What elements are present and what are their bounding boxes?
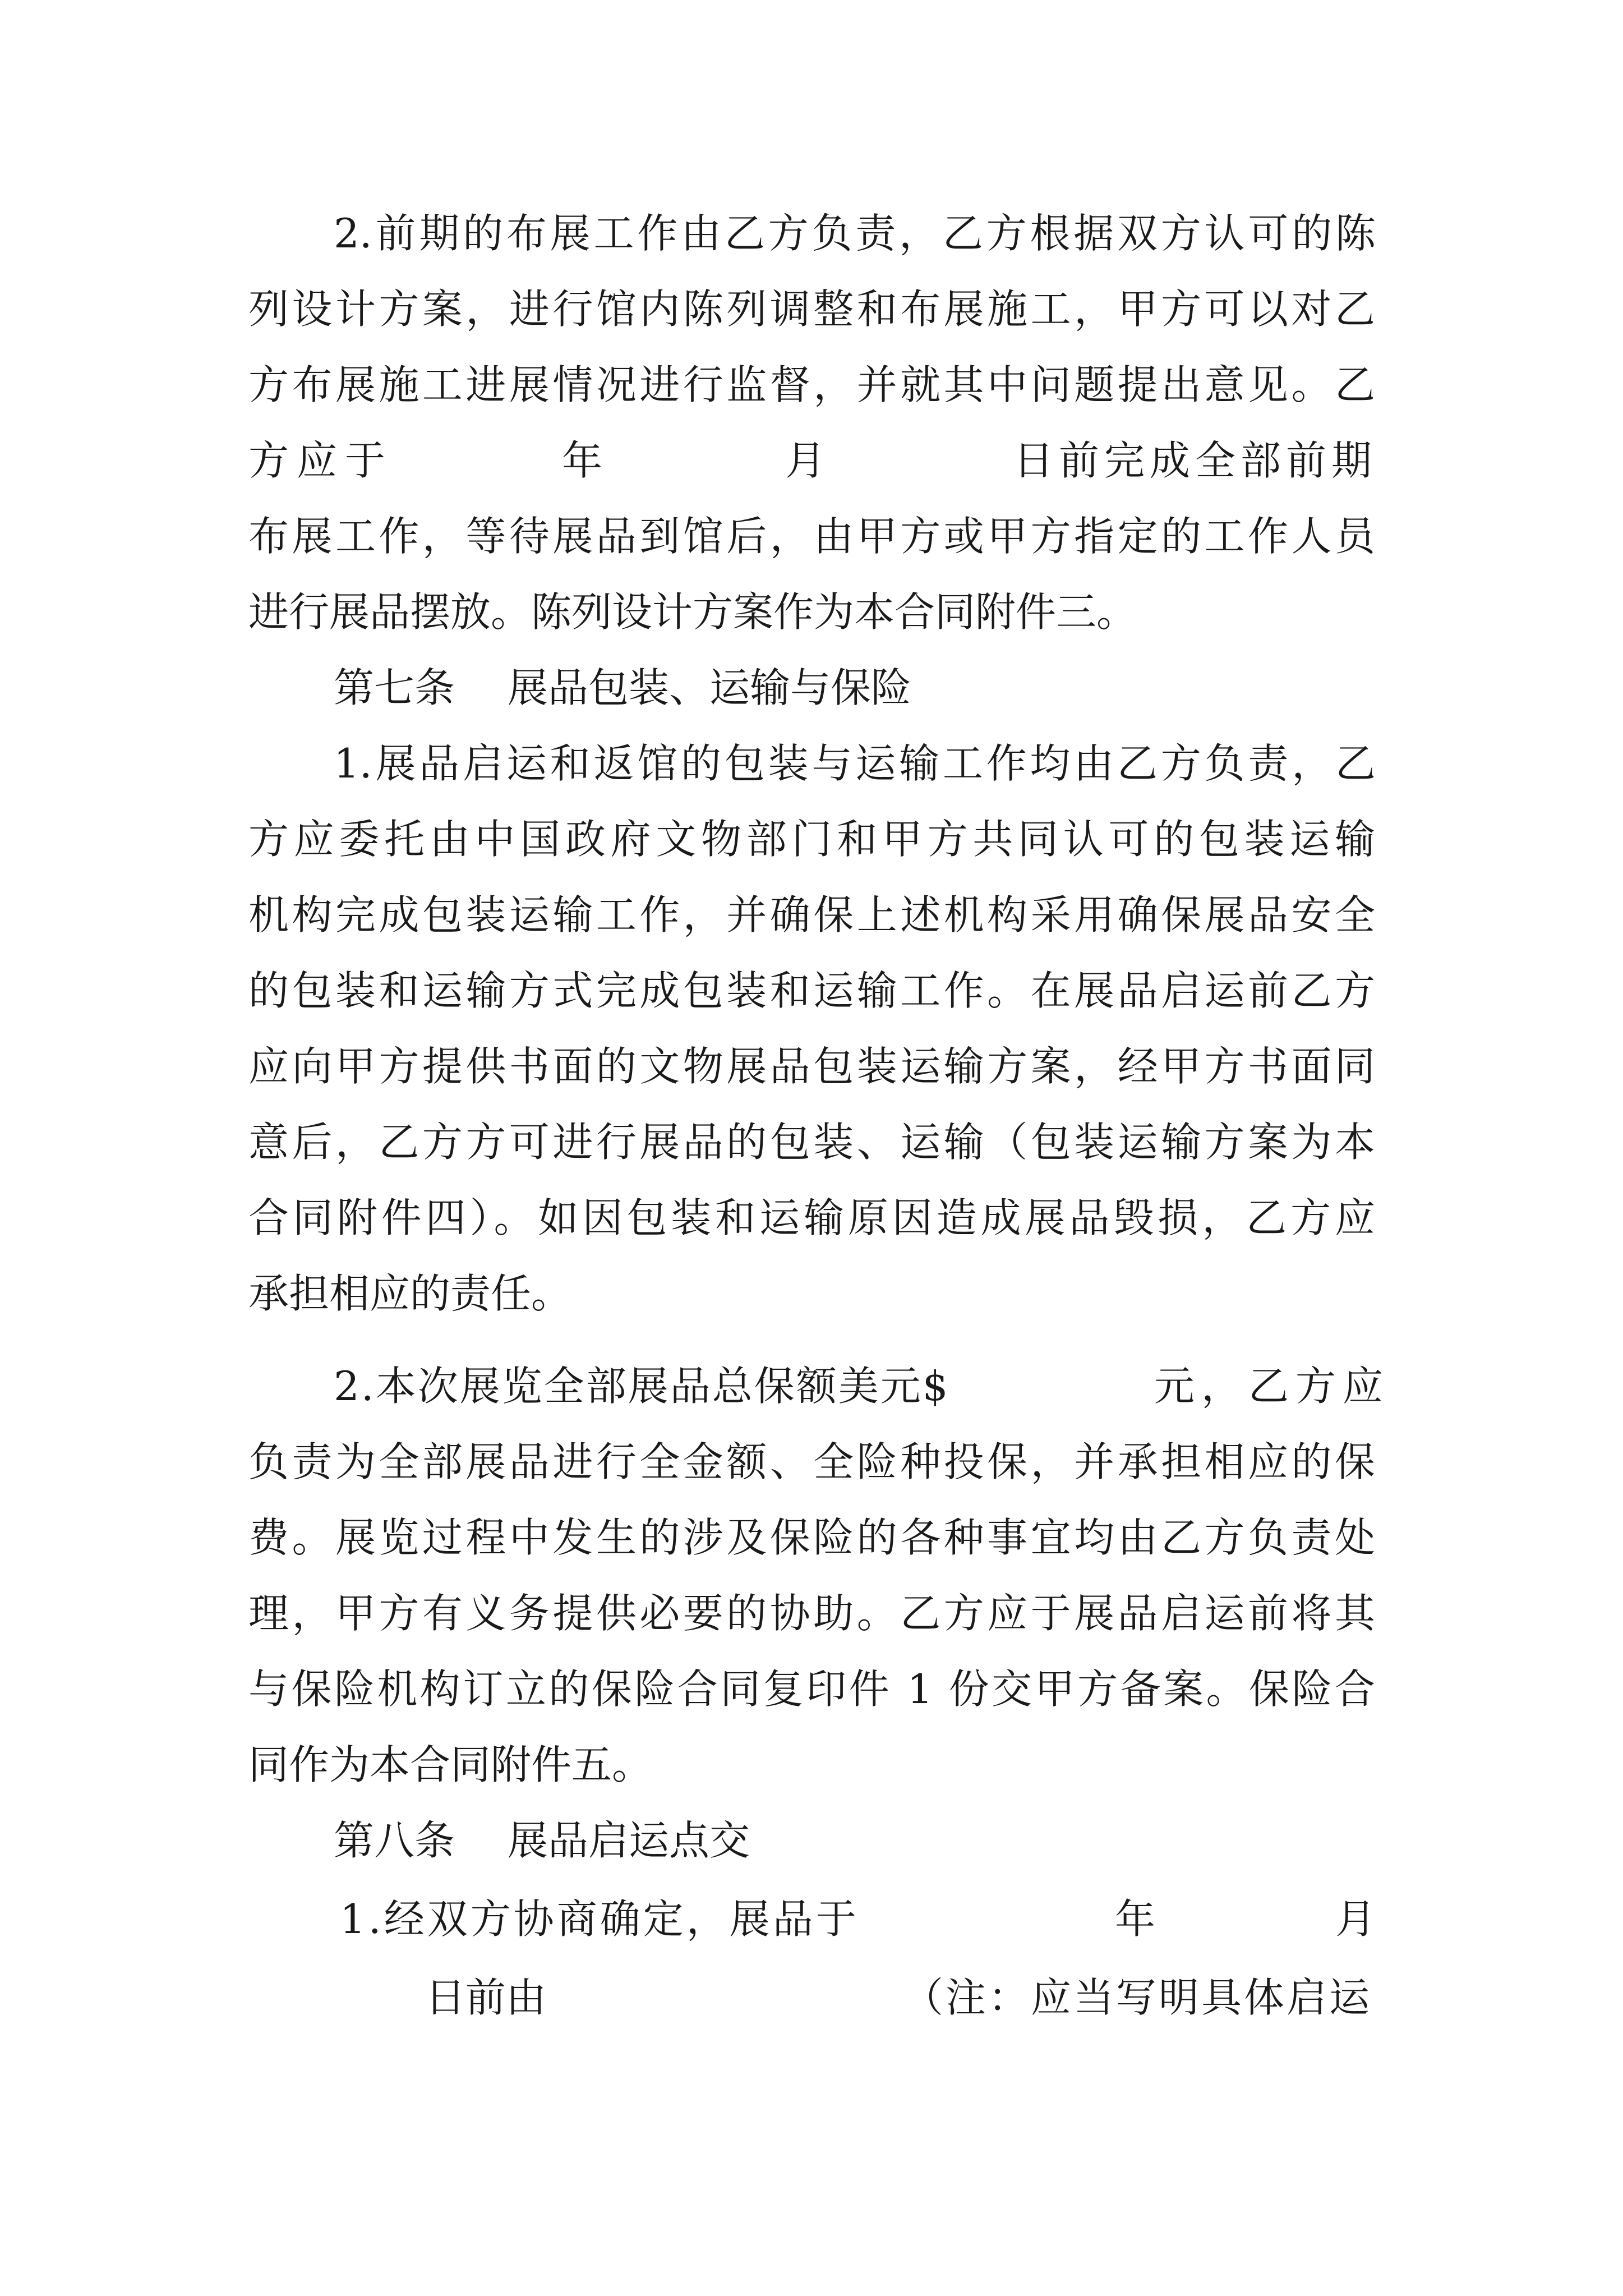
day-label: 日前完成全部前期 xyxy=(1013,437,1377,484)
year-label: 年 xyxy=(562,437,603,484)
paragraph-line: 进行展品摆放。陈列设计方案作为本合同附件三。 xyxy=(248,588,1137,636)
paragraph-line: 费。展览过程中发生的涉及保险的各种事宜均由乙方负责处 xyxy=(248,1514,1376,1561)
year-label: 年 xyxy=(1115,1895,1156,1943)
paragraph-line: 机构完成包装运输工作，并确保上述机构采用确保展品安全 xyxy=(248,891,1376,938)
paragraph-line: 方布展施工进展情况进行监督，并就其中问题提出意见。乙 xyxy=(248,361,1376,408)
line-segment: 方应于 xyxy=(248,437,394,484)
section-number: 第八条 xyxy=(334,1817,455,1864)
paragraph-line: 布展工作，等待展品到馆后，由甲方或甲方指定的工作人员 xyxy=(248,513,1376,560)
line-segment: 1.经双方协商确定，展品于 xyxy=(340,1895,859,1943)
paragraph-line: 理，甲方有义务提供必要的协助。乙方应于展品启运前将其 xyxy=(248,1590,1376,1637)
note-text: （注：应当写明具体启运 xyxy=(903,1974,1372,2021)
line-segment: 2.本次展览全部展品总保额美元$ xyxy=(334,1363,950,1410)
paragraph-line: 列设计方案，进行馆内陈列调整和布展施工，甲方可以对乙 xyxy=(248,286,1376,333)
paragraph-line: 方应委托由中国政府文物部门和甲方共同认可的包装运输 xyxy=(248,816,1376,863)
paragraph-line: 合同附件四）。如因包装和运输原因造成展品毁损，乙方应 xyxy=(248,1194,1376,1241)
paragraph-line: 应向甲方提供书面的文物展品包装运输方案，经甲方书面同 xyxy=(248,1043,1376,1090)
month-label: 月 xyxy=(1335,1895,1376,1943)
paragraph-line: 承担相应的责任。 xyxy=(248,1270,572,1317)
paragraph-line: 2.前期的布展工作由乙方负责，乙方根据双方认可的陈 xyxy=(334,210,1376,257)
month-label: 月 xyxy=(785,437,826,484)
section-number: 第七条 xyxy=(334,664,455,711)
paragraph-line: 同作为本合同附件五。 xyxy=(248,1741,653,1788)
line-segment: 日前由 xyxy=(425,1974,547,2021)
paragraph-line: 与保险机构订立的保险合同复印件 1 份交甲方备案。保险合 xyxy=(248,1665,1376,1713)
line-segment: 元，乙方应 xyxy=(1154,1363,1390,1410)
paragraph-line: 1.展品启运和返馆的包装与运输工作均由乙方负责，乙 xyxy=(334,740,1376,787)
section-title: 展品启运点交 xyxy=(508,1817,750,1864)
section-title: 展品包装、运输与保险 xyxy=(508,664,912,711)
paragraph-line: 意后，乙方方可进行展品的包装、运输（包装运输方案为本 xyxy=(248,1119,1376,1166)
paragraph-line: 负责为全部展品进行全金额、全险种投保，并承担相应的保 xyxy=(248,1438,1376,1485)
paragraph-line: 的包装和运输方式完成包装和运输工作。在展品启运前乙方 xyxy=(248,967,1376,1014)
